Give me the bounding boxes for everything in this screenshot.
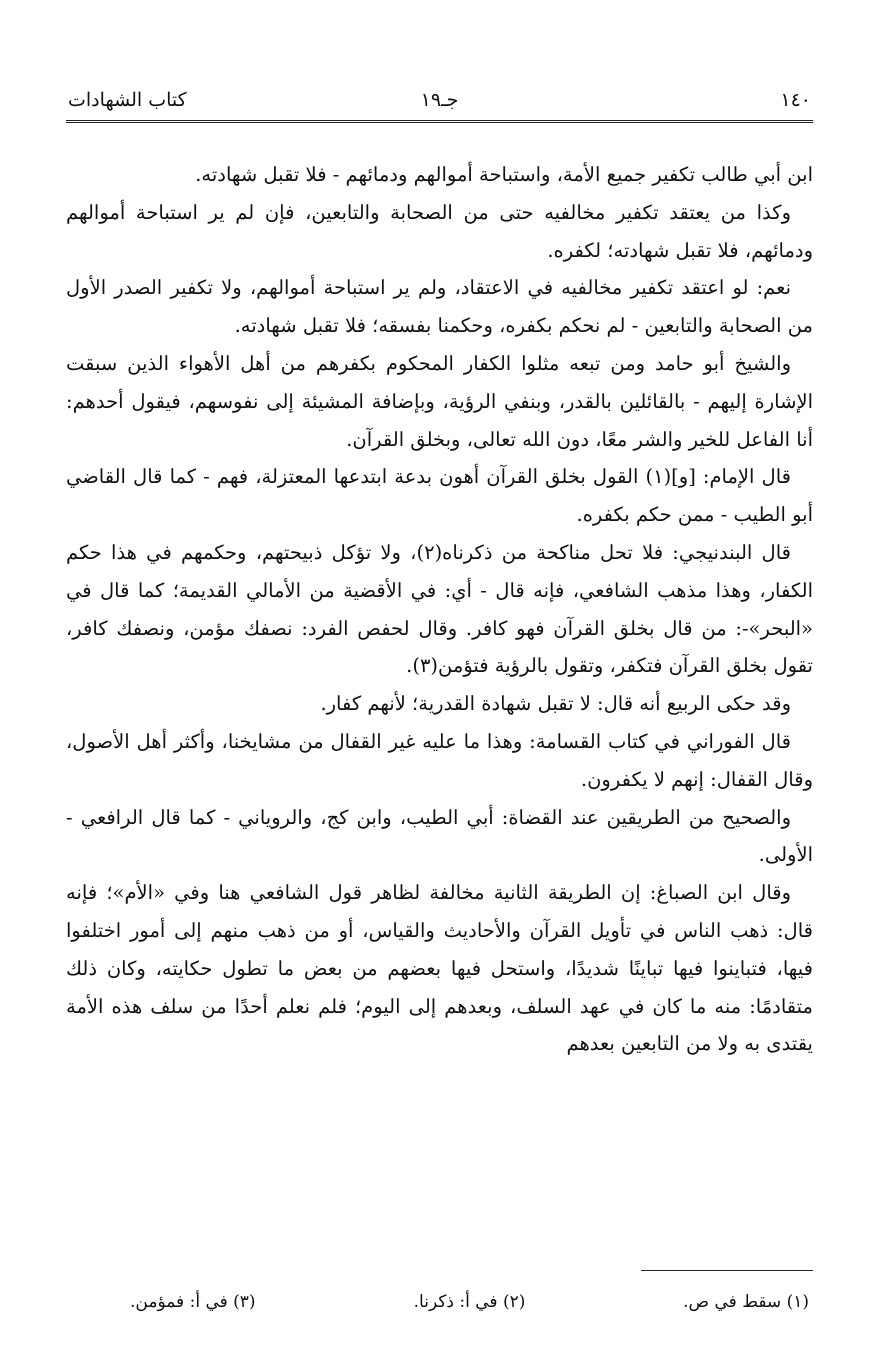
paragraph: والصحيح من الطريقين عند القضاة: أبي الطيب، وابن كج، والروياني - كما قال الرافعي - الأولى. (66, 805, 813, 867)
page-header (68, 85, 811, 115)
paragraph: قال البندنيجي: فلا تحل مناكحة من ذكرناه(٢)، ولا تؤكل ذبيحتهم، وحكمهم في هذا حكم الكفار، وهذا مذهب الشافعي، فإنه قال - أي: في الأقضية من الأمالي القديمة؛ كما قال في «البحر»-: من قال بخلق القرآن فهو كافر. وقال لحفص الفرد: نصفك مؤمن، ونصفك كافر، تقول بخلق القرآن فتكفر، وتقول بالرؤية فتؤمن(٣). (66, 540, 813, 678)
paragraph: والشيخ أبو حامد ومن تبعه مثلوا الكفار المحكوم بكفرهم من أهل الأهواء الذين سبقت الإشارة إليهم - بالقائلين بالقدر، وبنفي الرؤية، وبإضافة المشيئة إلى نفوسهم، فيقول أحدهم: أنا الفاعل للخير والشر معًا، دون الله تعالى، وبخلق القرآن. (66, 351, 813, 451)
book-title: كتاب الشهادات (68, 89, 187, 111)
paragraph: نعم: لو اعتقد تكفير مخالفيه في الاعتقاد، ولم ير استباحة أموالهم، ولا تكفير الصدر الأول من الصحابة والتابعين - لم نحكم بكفره، وحكمنا بفسقه؛ فلا تقبل شهادته. (66, 276, 813, 338)
body-text (66, 156, 813, 1063)
volume-label: جـ١٩ (420, 89, 459, 111)
paragraph: وقال ابن الصباغ: إن الطريقة الثانية مخالفة لظاهر قول الشافعي هنا وفي «الأم»؛ فإنه قال: ذهب الناس في تأويل القرآن والأحاديث والقياس، أو من ذهب منهم إلى أمور اختلفوا فيها، فتباينوا فيها تباينًا شديدًا، واستحل فيها بعضهم من بعض ما تطول حكايته، وكان ذلك متقادمًا: منه ما كان في عهد السلف، وبعدهم إلى اليوم؛ فلم نعلم أحدًا من سلف هذه الأمة يقتدى به ولا من التابعين بعدهم (66, 881, 813, 1056)
footnotes (130, 1287, 809, 1317)
paragraph: وكذا من يعتقد تكفير مخالفيه حتى من الصحابة والتابعين، فإن لم ير استباحة أموالهم ودمائهم، فلا تقبل شهادته؛ لكفره. (66, 200, 813, 262)
footnote-2: (٢) في أ: ذكرنا. (413, 1292, 526, 1312)
paragraph: ابن أبي طالب تكفير جميع الأمة، واستباحة أموالهم ودمائهم - فلا تقبل شهادته. (195, 163, 813, 186)
footnote-3: (٣) في أ: فمؤمن. (130, 1292, 256, 1312)
header-rule (66, 120, 813, 123)
paragraph: وقد حكى الربيع أنه قال: لا تقبل شهادة القدرية؛ لأنهم كفار. (320, 692, 791, 716)
paragraph: قال الإمام: [و](١) القول بخلق القرآن أهون بدعة ابتدعها المعتزلة، فهم - كما قال القاضي أبو الطيب - ممن حكم بكفره. (66, 465, 813, 527)
footnote-1: (١) سقط في ص. (683, 1292, 809, 1312)
footnote-rule (641, 1270, 813, 1271)
paragraph: قال الفوراني في كتاب القسامة: وهذا ما عليه غير القفال من مشايخنا، وأكثر أهل الأصول، وقال القفال: إنهم لا يكفرون. (66, 729, 813, 791)
page-number: ١٤٠ (780, 89, 811, 111)
